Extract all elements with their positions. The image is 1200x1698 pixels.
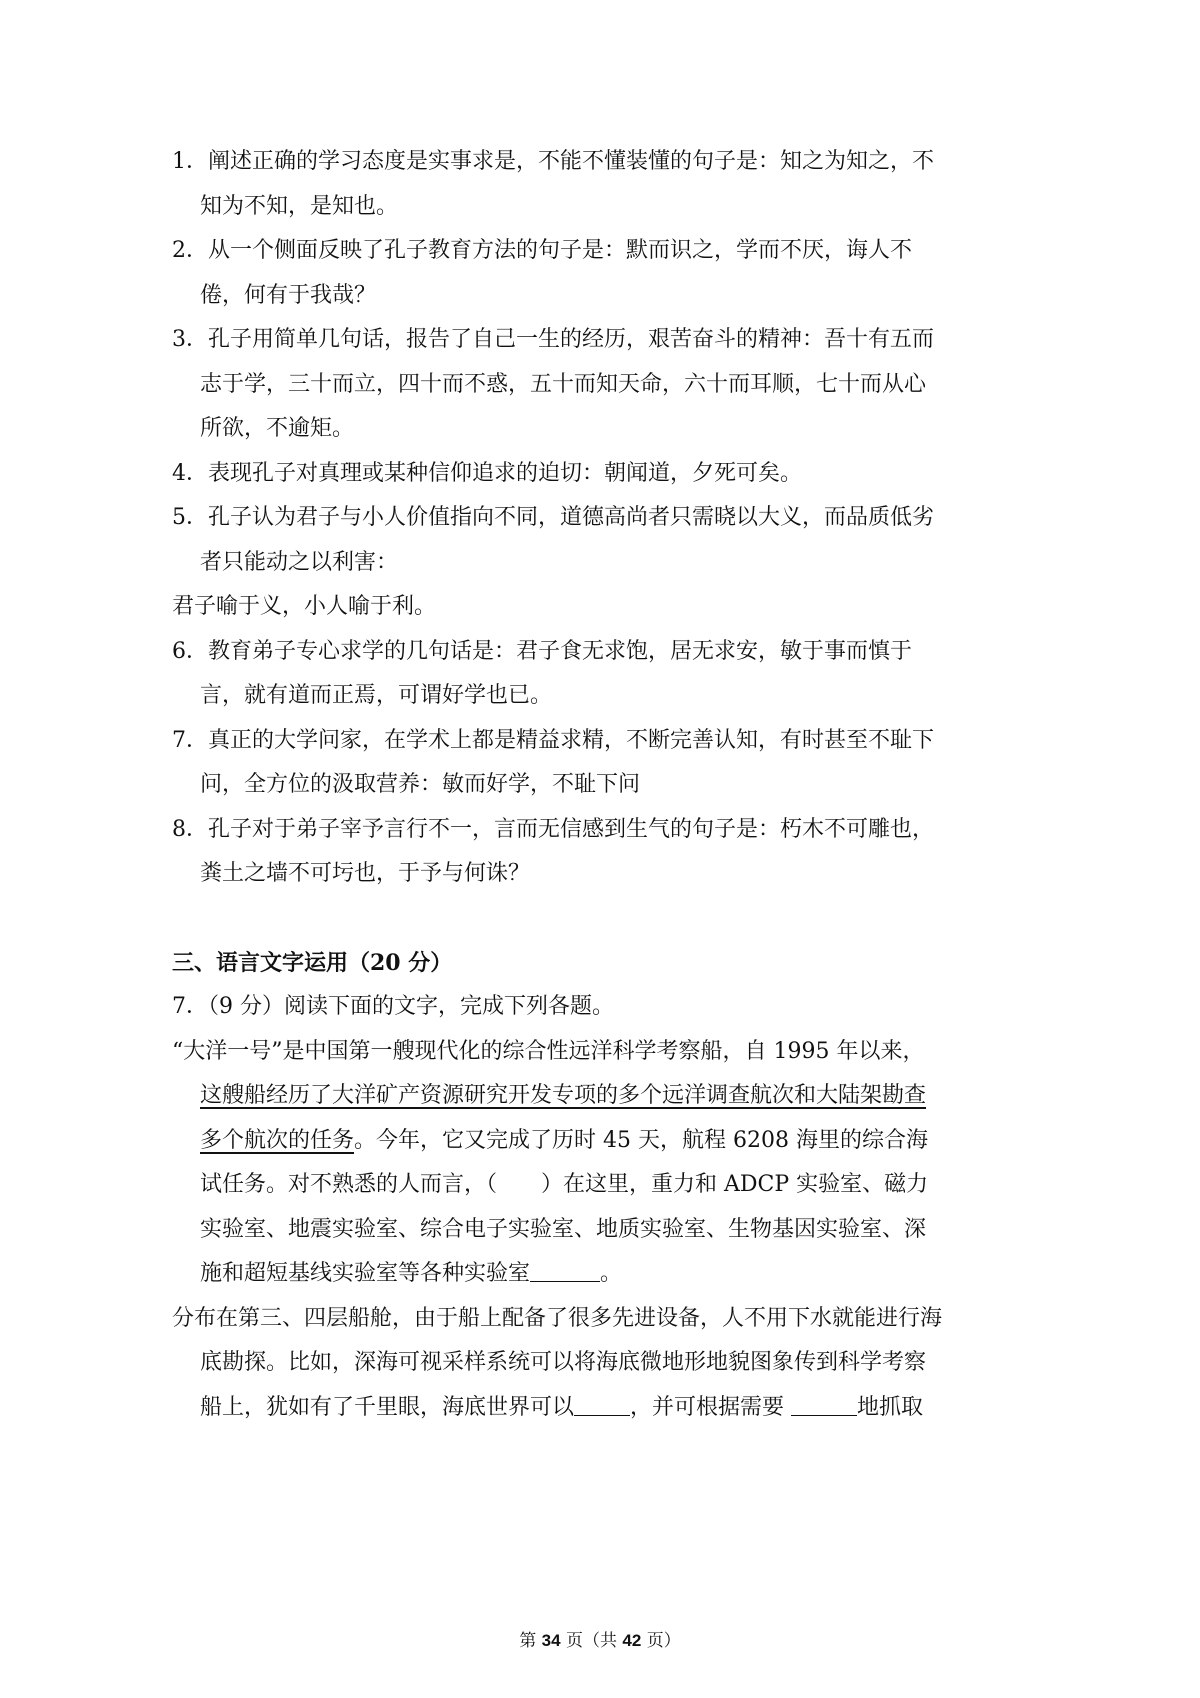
list-item-3: 3．孔子用简单几句话，报告了自己一生的经历，艰苦奋斗的精神：吾十有五而志于学，三十而立，四十而不惑，五十而知天命，六十而耳顺，七十而从心所欲，不逾矩。 <box>172 327 934 441</box>
list-item-1: 1．阐述正确的学习态度是实事求是，不能不懂装懂的句子是：知之为知之，不知为不知，是知也。 <box>172 149 934 219</box>
document-body <box>172 140 942 1430</box>
list-item-5-answer: 君子喻于义，小人喻于利。 <box>172 594 437 619</box>
passage-paragraph-2 <box>172 1297 942 1431</box>
passage-text-pre: “大洋一号”是中国第一艘现代化的综合性远洋科学考察船，自 1995 年以来， <box>172 1038 925 1064</box>
list-item-7: 7．真正的大学问家，在学术上都是精益求精，不断完善认知，有时甚至不耻下问，全方位的汲取营养：敏而好学，不耻下问 <box>172 727 934 797</box>
list-item-8: 8．孔子对于弟子宰予言行不一，言而无信感到生气的句子是：朽木不可雕也，粪土之墙不可圬也，于予与何诛？ <box>172 816 934 886</box>
fill-blank-1 <box>530 1257 600 1282</box>
section-heading: 三、语言文字运用（20 分） <box>172 949 453 976</box>
list-item-2: 2．从一个侧面反映了孔子教育方法的句子是：默而识之，学而不厌，诲人不倦，何有于我哉？ <box>172 238 912 308</box>
page-number: 34 <box>541 1631 561 1650</box>
page-footer: 第 34 页（共 42 页） <box>519 1631 681 1651</box>
underlined-sentence: 这艘船经历了大洋矿产资源研究开发专项的多个远洋调查航次和大陆架勘查多个航次的任务 <box>200 1083 927 1153</box>
question-title: 7．（9 分）阅读下面的文字，完成下列各题。 <box>172 994 614 1019</box>
passage-text-mid: 。今年，它又完成了历时 45 天，航程 6208 海里的综合海试任务。对不熟悉的人而言，（ ）在这里，重力和 ADCP 实验室、磁力实验室、地震实验室、综合电子实验室、地质实验室、生物基因实验室、深施和超短基线实验室等各种实验室 <box>200 1127 929 1286</box>
passage-text-b: ，并可根据需要 <box>630 1394 792 1420</box>
spacer <box>172 897 942 941</box>
page-total: 42 <box>622 1631 642 1650</box>
list-item-5: 5．孔子认为君子与小人价值指向不同，道德高尚者只需晓以大义，而品质低劣者只能动之以利害： <box>172 505 934 575</box>
passage-text-end: 。 <box>600 1261 623 1286</box>
list-item-4: 4．表现孔子对真理或某种信仰追求的迫切：朝闻道，夕死可矣。 <box>172 460 802 486</box>
fill-blank-2 <box>574 1391 630 1416</box>
passage-paragraph-1 <box>172 1030 942 1297</box>
fill-blank-3 <box>791 1391 857 1416</box>
list-item-6: 6．教育弟子专心求学的几句话是：君子食无求饱，居无求安，敏于事而慎于言，就有道而正焉，可谓好学也已。 <box>172 638 912 708</box>
passage-text-c: 地抓取 <box>857 1394 924 1420</box>
passage-text-a: 分布在第三、四层船舱，由于船上配备了很多先进设备，人不用下水就能进行海底勘探。比如，深海可视采样系统可以将海底微地形地貌图象传到科学考察船上，犹如有了千里眼，海底世界可以 <box>172 1305 943 1420</box>
